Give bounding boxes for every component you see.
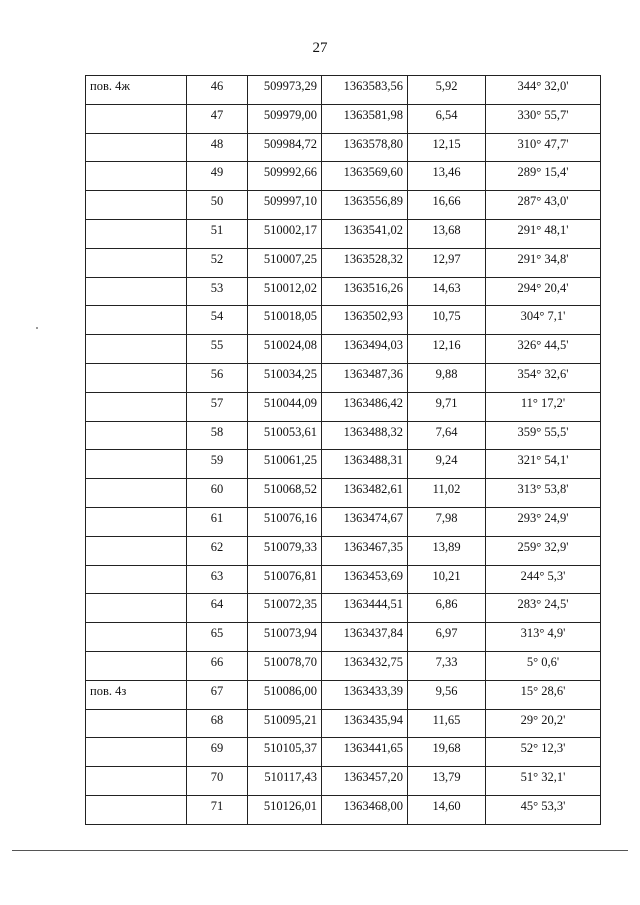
- coordinates-table: [85, 75, 601, 825]
- y-coordinate-cell: 1363583,56: [322, 76, 408, 105]
- x-coordinate-cell: 509973,29: [248, 76, 322, 105]
- direction-angle-cell: 51° 32,1': [486, 767, 601, 796]
- segment-length-cell: 6,86: [408, 594, 486, 623]
- point-number-cell: 62: [187, 536, 248, 565]
- direction-angle-cell: 310° 47,7': [486, 133, 601, 162]
- section-label-cell: [86, 363, 187, 392]
- segment-length-cell: 7,33: [408, 651, 486, 680]
- x-coordinate-cell: 510073,94: [248, 623, 322, 652]
- segment-length-cell: 13,46: [408, 162, 486, 191]
- page-number: 27: [312, 40, 328, 56]
- point-number-cell: 59: [187, 450, 248, 479]
- point-number-cell: 65: [187, 623, 248, 652]
- direction-angle-cell: 304° 7,1': [486, 306, 601, 335]
- y-coordinate-cell: 1363581,98: [322, 104, 408, 133]
- section-label-cell: [86, 594, 187, 623]
- table-row: [86, 306, 601, 335]
- section-label-cell: [86, 651, 187, 680]
- direction-angle-cell: 293° 24,9': [486, 507, 601, 536]
- segment-length-cell: 11,65: [408, 709, 486, 738]
- table-row: [86, 335, 601, 364]
- point-number-cell: 55: [187, 335, 248, 364]
- section-label-cell: [86, 104, 187, 133]
- point-number-cell: 58: [187, 421, 248, 450]
- table-row: [86, 767, 601, 796]
- segment-length-cell: 13,89: [408, 536, 486, 565]
- section-label-cell: пов. 4ж: [86, 76, 187, 105]
- x-coordinate-cell: 510024,08: [248, 335, 322, 364]
- point-number-cell: 51: [187, 219, 248, 248]
- segment-length-cell: 13,79: [408, 767, 486, 796]
- table-row: [86, 162, 601, 191]
- table-row: [86, 277, 601, 306]
- x-coordinate-cell: 510018,05: [248, 306, 322, 335]
- footer-rule: [12, 850, 628, 851]
- point-number-cell: 56: [187, 363, 248, 392]
- x-coordinate-cell: 510068,52: [248, 479, 322, 508]
- x-coordinate-cell: 510044,09: [248, 392, 322, 421]
- section-label-cell: [86, 738, 187, 767]
- table-row: [86, 421, 601, 450]
- table-row: [86, 133, 601, 162]
- y-coordinate-cell: 1363437,84: [322, 623, 408, 652]
- y-coordinate-cell: 1363432,75: [322, 651, 408, 680]
- segment-length-cell: 12,16: [408, 335, 486, 364]
- segment-length-cell: 9,24: [408, 450, 486, 479]
- direction-angle-cell: 291° 34,8': [486, 248, 601, 277]
- table-row: [86, 450, 601, 479]
- x-coordinate-cell: 510095,21: [248, 709, 322, 738]
- direction-angle-cell: 283° 24,5': [486, 594, 601, 623]
- section-label-cell: [86, 623, 187, 652]
- section-label-cell: [86, 795, 187, 824]
- x-coordinate-cell: 510105,37: [248, 738, 322, 767]
- y-coordinate-cell: 1363467,35: [322, 536, 408, 565]
- segment-length-cell: 13,68: [408, 219, 486, 248]
- table-row: [86, 565, 601, 594]
- direction-angle-cell: 15° 28,6': [486, 680, 601, 709]
- point-number-cell: 63: [187, 565, 248, 594]
- direction-angle-cell: 313° 53,8': [486, 479, 601, 508]
- direction-angle-cell: 5° 0,6': [486, 651, 601, 680]
- y-coordinate-cell: 1363556,89: [322, 191, 408, 220]
- x-coordinate-cell: 510012,02: [248, 277, 322, 306]
- segment-length-cell: 10,21: [408, 565, 486, 594]
- segment-length-cell: 7,64: [408, 421, 486, 450]
- table-row: [86, 709, 601, 738]
- point-number-cell: 53: [187, 277, 248, 306]
- section-label-cell: пов. 4з: [86, 680, 187, 709]
- point-number-cell: 64: [187, 594, 248, 623]
- y-coordinate-cell: 1363441,65: [322, 738, 408, 767]
- section-label-cell: [86, 277, 187, 306]
- direction-angle-cell: 326° 44,5': [486, 335, 601, 364]
- section-label-cell: [86, 335, 187, 364]
- y-coordinate-cell: 1363494,03: [322, 335, 408, 364]
- section-label-cell: [86, 219, 187, 248]
- direction-angle-cell: 287° 43,0': [486, 191, 601, 220]
- y-coordinate-cell: 1363569,60: [322, 162, 408, 191]
- table-row: [86, 594, 601, 623]
- x-coordinate-cell: 509984,72: [248, 133, 322, 162]
- y-coordinate-cell: 1363474,67: [322, 507, 408, 536]
- direction-angle-cell: 244° 5,3': [486, 565, 601, 594]
- segment-length-cell: 10,75: [408, 306, 486, 335]
- segment-length-cell: 14,63: [408, 277, 486, 306]
- y-coordinate-cell: 1363578,80: [322, 133, 408, 162]
- section-label-cell: [86, 709, 187, 738]
- y-coordinate-cell: 1363482,61: [322, 479, 408, 508]
- x-coordinate-cell: 510053,61: [248, 421, 322, 450]
- point-number-cell: 71: [187, 795, 248, 824]
- y-coordinate-cell: 1363488,31: [322, 450, 408, 479]
- point-number-cell: 52: [187, 248, 248, 277]
- section-label-cell: [86, 565, 187, 594]
- point-number-cell: 48: [187, 133, 248, 162]
- segment-length-cell: 11,02: [408, 479, 486, 508]
- point-number-cell: 47: [187, 104, 248, 133]
- section-label-cell: [86, 162, 187, 191]
- direction-angle-cell: 259° 32,9': [486, 536, 601, 565]
- section-label-cell: [86, 191, 187, 220]
- x-coordinate-cell: 510072,35: [248, 594, 322, 623]
- x-coordinate-cell: 510079,33: [248, 536, 322, 565]
- direction-angle-cell: 330° 55,7': [486, 104, 601, 133]
- direction-angle-cell: 313° 4,9': [486, 623, 601, 652]
- point-number-cell: 60: [187, 479, 248, 508]
- y-coordinate-cell: 1363516,26: [322, 277, 408, 306]
- x-coordinate-cell: 510007,25: [248, 248, 322, 277]
- y-coordinate-cell: 1363502,93: [322, 306, 408, 335]
- section-label-cell: [86, 767, 187, 796]
- y-coordinate-cell: 1363457,20: [322, 767, 408, 796]
- table-row: [86, 680, 601, 709]
- x-coordinate-cell: 509997,10: [248, 191, 322, 220]
- segment-length-cell: 14,60: [408, 795, 486, 824]
- y-coordinate-cell: 1363468,00: [322, 795, 408, 824]
- table-row: [86, 191, 601, 220]
- segment-length-cell: 19,68: [408, 738, 486, 767]
- point-number-cell: 67: [187, 680, 248, 709]
- table-row: [86, 219, 601, 248]
- table-row: [86, 104, 601, 133]
- segment-length-cell: 6,54: [408, 104, 486, 133]
- direction-angle-cell: 294° 20,4': [486, 277, 601, 306]
- x-coordinate-cell: 510061,25: [248, 450, 322, 479]
- x-coordinate-cell: 510086,00: [248, 680, 322, 709]
- table-row: [86, 738, 601, 767]
- segment-length-cell: 12,97: [408, 248, 486, 277]
- table-row: [86, 248, 601, 277]
- table-row: [86, 623, 601, 652]
- table-row: [86, 479, 601, 508]
- point-number-cell: 54: [187, 306, 248, 335]
- direction-angle-cell: 344° 32,0': [486, 76, 601, 105]
- y-coordinate-cell: 1363486,42: [322, 392, 408, 421]
- y-coordinate-cell: 1363453,69: [322, 565, 408, 594]
- x-coordinate-cell: 510034,25: [248, 363, 322, 392]
- y-coordinate-cell: 1363541,02: [322, 219, 408, 248]
- segment-length-cell: 5,92: [408, 76, 486, 105]
- y-coordinate-cell: 1363488,32: [322, 421, 408, 450]
- section-label-cell: [86, 133, 187, 162]
- table-row: [86, 392, 601, 421]
- segment-length-cell: 6,97: [408, 623, 486, 652]
- y-coordinate-cell: 1363435,94: [322, 709, 408, 738]
- direction-angle-cell: 291° 48,1': [486, 219, 601, 248]
- segment-length-cell: 9,56: [408, 680, 486, 709]
- table-row: [86, 363, 601, 392]
- direction-angle-cell: 11° 17,2': [486, 392, 601, 421]
- segment-length-cell: 16,66: [408, 191, 486, 220]
- table-row: [86, 795, 601, 824]
- y-coordinate-cell: 1363433,39: [322, 680, 408, 709]
- x-coordinate-cell: 510078,70: [248, 651, 322, 680]
- point-number-cell: 46: [187, 76, 248, 105]
- point-number-cell: 57: [187, 392, 248, 421]
- point-number-cell: 66: [187, 651, 248, 680]
- direction-angle-cell: 289° 15,4': [486, 162, 601, 191]
- x-coordinate-cell: 510002,17: [248, 219, 322, 248]
- table-row: [86, 76, 601, 105]
- coordinates-table-body: [86, 76, 601, 825]
- x-coordinate-cell: 510076,16: [248, 507, 322, 536]
- table-row: [86, 536, 601, 565]
- section-label-cell: [86, 536, 187, 565]
- x-coordinate-cell: 510076,81: [248, 565, 322, 594]
- segment-length-cell: 12,15: [408, 133, 486, 162]
- point-number-cell: 68: [187, 709, 248, 738]
- margin-mark: [36, 327, 38, 329]
- x-coordinate-cell: 509979,00: [248, 104, 322, 133]
- section-label-cell: [86, 450, 187, 479]
- point-number-cell: 69: [187, 738, 248, 767]
- segment-length-cell: 9,88: [408, 363, 486, 392]
- direction-angle-cell: 354° 32,6': [486, 363, 601, 392]
- y-coordinate-cell: 1363444,51: [322, 594, 408, 623]
- segment-length-cell: 7,98: [408, 507, 486, 536]
- direction-angle-cell: 321° 54,1': [486, 450, 601, 479]
- section-label-cell: [86, 248, 187, 277]
- table-row: [86, 507, 601, 536]
- point-number-cell: 61: [187, 507, 248, 536]
- x-coordinate-cell: 510117,43: [248, 767, 322, 796]
- direction-angle-cell: 359° 55,5': [486, 421, 601, 450]
- direction-angle-cell: 52° 12,3': [486, 738, 601, 767]
- point-number-cell: 49: [187, 162, 248, 191]
- direction-angle-cell: 29° 20,2': [486, 709, 601, 738]
- segment-length-cell: 9,71: [408, 392, 486, 421]
- section-label-cell: [86, 306, 187, 335]
- direction-angle-cell: 45° 53,3': [486, 795, 601, 824]
- x-coordinate-cell: 509992,66: [248, 162, 322, 191]
- y-coordinate-cell: 1363487,36: [322, 363, 408, 392]
- y-coordinate-cell: 1363528,32: [322, 248, 408, 277]
- section-label-cell: [86, 421, 187, 450]
- section-label-cell: [86, 392, 187, 421]
- section-label-cell: [86, 507, 187, 536]
- section-label-cell: [86, 479, 187, 508]
- point-number-cell: 50: [187, 191, 248, 220]
- table-row: [86, 651, 601, 680]
- x-coordinate-cell: 510126,01: [248, 795, 322, 824]
- point-number-cell: 70: [187, 767, 248, 796]
